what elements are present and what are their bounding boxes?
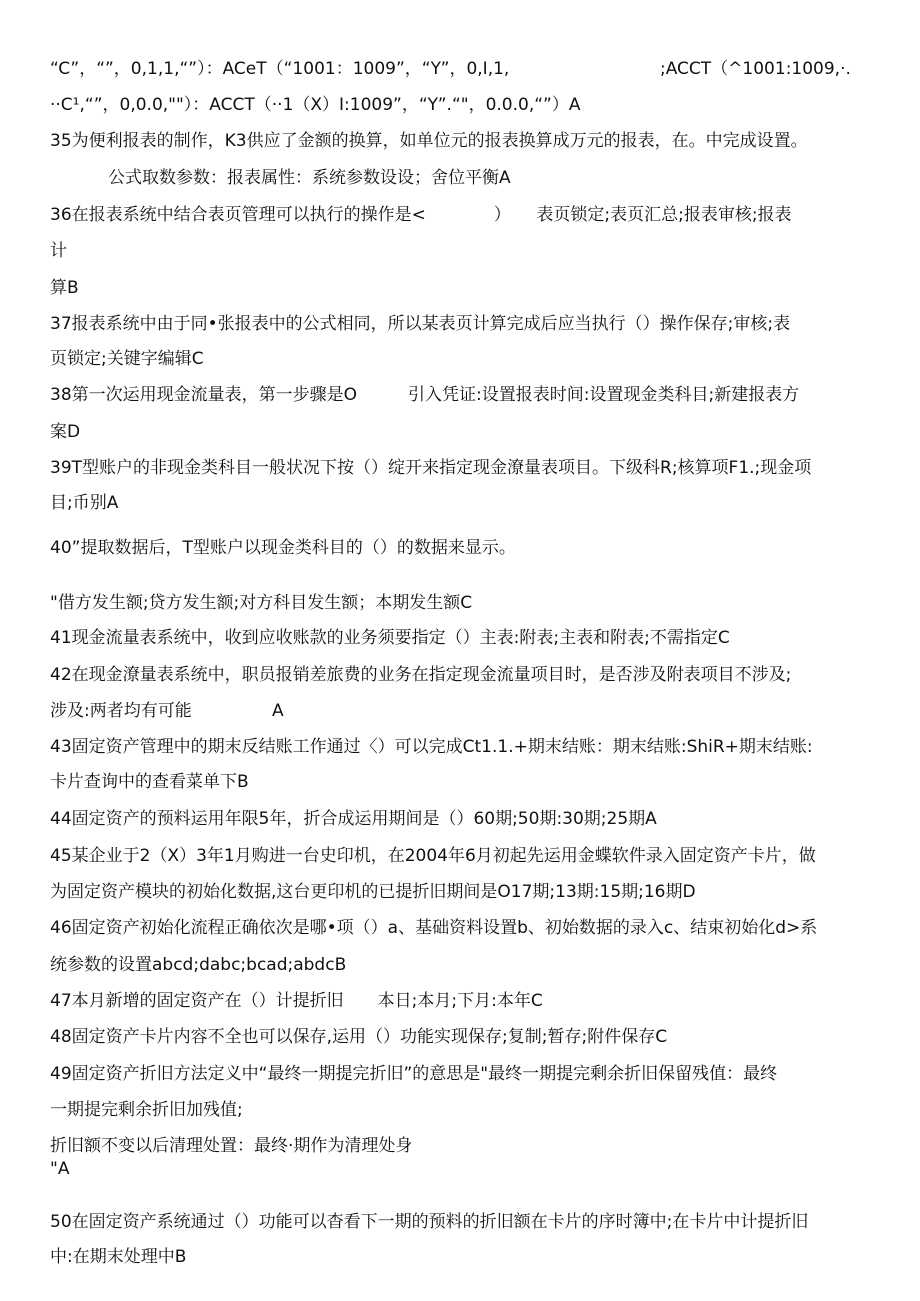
question-39-cont: 目;币别A xyxy=(50,493,119,513)
question-44: 44固定资产的预料运用年限5年，折合成运用期间是（）60期;50期:30期;25期A xyxy=(50,809,657,829)
question-36-cont: 计 xyxy=(50,241,67,261)
question-43-cont: 卡片查询中的查看菜单下B xyxy=(50,772,249,792)
question-43: 43固定资产管理中的期末反结账工作通过〈）可以完成Ct1.1.+期末结账：期末结账:ShiR+期末结账: xyxy=(50,737,813,757)
text-line-1-right: ;ACCT（^1001:1009,·. xyxy=(660,59,851,79)
question-49: 49固定资产折旧方法定义中“最终一期提完折旧”的意思是"最终一期提完剩余折旧保留残值：最终 xyxy=(50,1064,778,1084)
question-38-cont: 案D xyxy=(50,422,81,442)
text-line-1: “C”，“”，0,1,1,“”）：ACeT（“1001：1009”，“Y”，0,I,1, xyxy=(50,59,510,79)
text-line-2: ··C¹,“”，0,0.0,""）：ACCT（··1（X）I:1009”，“Y”.“"，0.0.0,“”）A xyxy=(50,95,581,115)
question-35-options: 公式取数参数：报表属性：系统参数设设；舍位平衡A xyxy=(108,168,511,188)
question-46: 46固定资产初始化流程正确依次是哪•项（）a、基础资料设置b、初始数据的录入c、结束初始化d>系 xyxy=(50,918,818,938)
question-37: 37报表系统中由于同•张报表中的公式相同，所以某表页计算完成后应当执行（）操作保存;审核;表 xyxy=(50,314,791,334)
question-42-answer: A xyxy=(272,701,284,721)
question-38: 38第一次运用现金流量表，第一步骤是O 引入凭证:设置报表时间:设置现金类科目;新建报表方 xyxy=(50,385,800,405)
question-50-cont: 中:在期末处理中B xyxy=(50,1247,187,1267)
question-42-cont: 涉及:两者均有可能 xyxy=(50,701,192,721)
question-49-answer: "A xyxy=(50,1159,70,1179)
question-40-options: "借方发生额;贷方发生额;对方科目发生额；本期发生额C xyxy=(50,593,473,613)
question-42: 42在现金潦量表系统中，职员报销差旅费的业务在指定现金流量项目时，是否涉及附表项目不涉及; xyxy=(50,665,792,685)
question-49-cont: 一期提完剩余折旧加残值; xyxy=(50,1100,243,1120)
question-50: 50在固定资产系统通过（）功能可以杳看下一期的预料的折旧额在卡片的序时簿中;在卡片中计提折旧 xyxy=(50,1212,809,1232)
question-49-options: 折旧额不变以后清理处置：最终·期作为清理处身 xyxy=(50,1136,413,1156)
question-37-cont: 页锁定;关键字编辑C xyxy=(50,349,204,369)
question-36-answer: 算B xyxy=(50,278,79,298)
question-39: 39T型账户的非现金类科目一般状况下按（）绽开来指定现金潦量表项目。下级科R;核算项F1.;现金项 xyxy=(50,458,812,478)
question-36: 36在报表系统中结合表页管理可以执行的操作是< ） 表页锁定;表页汇总;报表审核;报表 xyxy=(50,205,792,225)
question-41: 41现金流量表系统中，收到应收账款的业务须要指定（）主表:附表;主表和附表;不需指定C xyxy=(50,628,730,648)
question-46-cont: 统参数的设置abcd;dabc;bcad;abdcB xyxy=(50,955,347,975)
question-45: 45某企业于2（X）3年1月购进一台史印机，在2004年6月初起先运用金蝶软件录入固定资产卡片，做 xyxy=(50,846,816,866)
question-40: 40”提取数据后，T型账户以现金类科目的（）的数据来显示。 xyxy=(50,538,516,558)
question-45-cont: 为固定资产模块的初始化数据,这台更印机的已提折旧期间是O17期;13期:15期;16期D xyxy=(50,882,696,902)
question-35: 35为便利报表的制作，K3供应了金额的换算，如单位元的报表换算成万元的报表，在。中完成设置。 xyxy=(50,131,808,151)
question-48: 48固定资产卡片内容不全也可以保存,运用（）功能实现保存;复制;暂存;附件保存C xyxy=(50,1027,668,1047)
question-47: 47本月新增的固定资产在（）计提折旧 本日;本月;下月:本年C xyxy=(50,991,543,1011)
